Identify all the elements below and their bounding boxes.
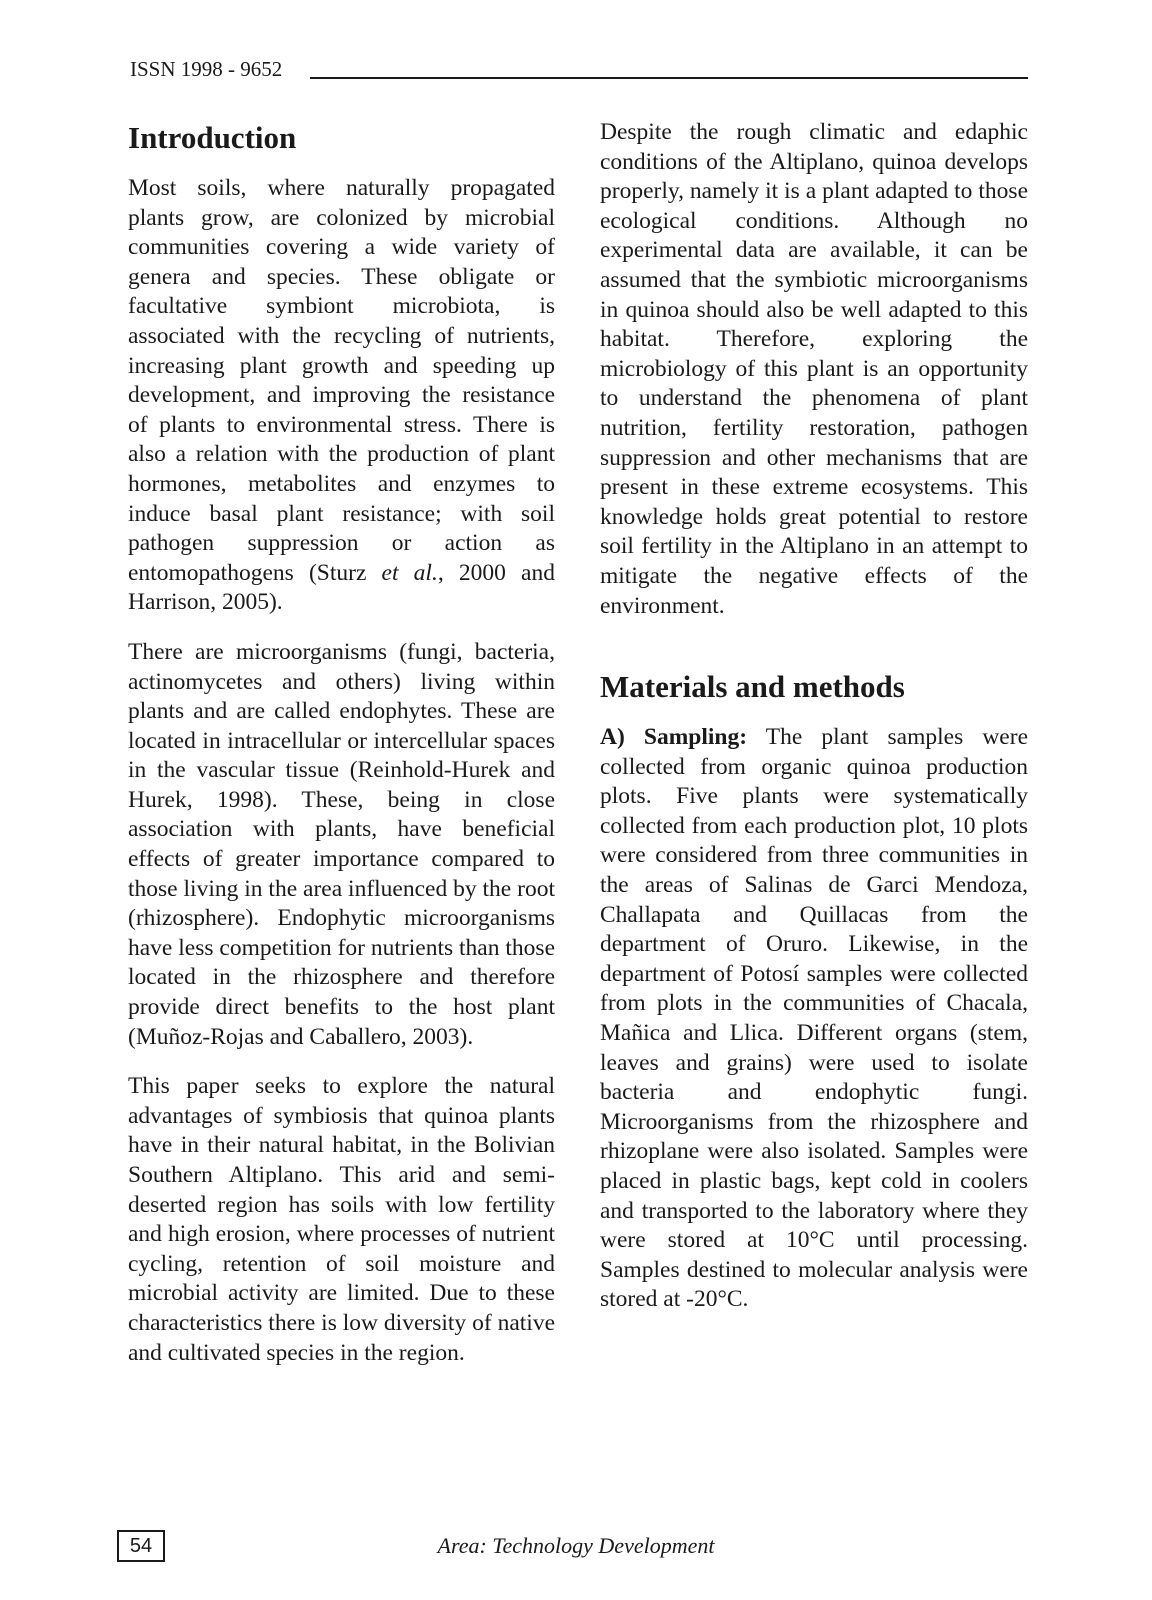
intro-p1-text: Most soils, where naturally propagated plants grow, are colonized by microbial communities covering a wide variety of genera and species. These obligate or facultative symbiont microbiota, is associated with the recycling of nutrients, increasing plant growth and speeding up development, and improving the resistance of plants to environmental stress. There is also a relation with the production of plant hormones, metabolites and enzymes to induce basal plant resistance; with soil pathogen suppression or action as entomopathogens (Sturz: [128, 175, 555, 586]
issn-label: ISSN 1998 - 9652: [130, 57, 283, 81]
introduction-heading: Introduction: [128, 120, 297, 155]
sampling-label: A) Sampling:: [600, 724, 748, 751]
intro-paragraph-3: This paper seeks to explore the natural advantages of symbiosis that quinoa plants have in their natural habitat, in the Bolivian Southern Altiplano. This arid and semi-deserted region has soils with low fertility and high erosion, where processes of nutrient cycling, retention of soil moisture and microbial activity are limited. Due to these characteristics there is low diversity of native and cultivated species in the region.: [128, 1073, 555, 1366]
right-column: [600, 118, 1028, 1315]
intro-p1-end: , 2000 and Harrison, 2005).: [128, 559, 555, 616]
sampling-paragraph: [600, 723, 1028, 1315]
page-footer: [0, 1530, 1152, 1570]
footer-area-label: Area: Technology Development: [437, 1533, 715, 1558]
page-header: [130, 54, 1028, 84]
left-column: [128, 118, 555, 1368]
intro-paragraph-1: [128, 174, 555, 618]
sampling-text: The plant samples were collected from organic quinoa production plots. Five plants were systematically collected from each production plot, 10 plots were considered from three communities in the areas of Salinas de Garci Mendoza, Challapata and Quillacas from the department of Oruro. Likewise, in the department of Potosí samples were collected from plots in the communities of Chacala, Mañica and Llica. Different organs (stem, leaves and grains) were used to isolate bacteria and endophytic fungi. Microorganisms from the rhizosphere and rhizoplane were also isolated. Samples were placed in plastic bags, kept cold in coolers and transported to the laboratory where they were stored at 10°C until processing. Samples destined to molecular analysis were stored at -20°C.: [600, 724, 1028, 1313]
intro-paragraph-2: There are microorganisms (fungi, bacteria, actinomycetes and others) living within plants and are called endophytes. These are located in intracellular or intercellular spaces in the vascular tissue (Reinhold-Hurek and Hurek, 1998). These, being in close association with plants, have beneficial effects of greater importance compared to those living in the area influenced by the root (rhizosphere). Endophytic microorganisms have less competition for nutrients than those located in the rhizosphere and therefore provide direct benefits to the host plant (Muñoz-Rojas and Caballero, 2003).: [128, 638, 555, 1050]
methods-heading: Materials and methods: [600, 669, 905, 705]
intro-p1-italic: et al.: [381, 559, 438, 586]
header-rule: [310, 77, 1028, 79]
page-number: 54: [117, 1530, 165, 1562]
intro-paragraph-4: Despite the rough climatic and edaphic conditions of the Altiplano, quinoa develops properly, namely it is a plant adapted to those ecological conditions. Although no experimental data are available, it can be assumed that the symbiotic microorganisms in quinoa should also be well adapted to this habitat. Therefore, exploring the microbiology of this plant is an opportunity to understand the phenomena of plant nutrition, fertility restoration, pathogen suppression and other mechanisms that are present in these extreme ecosystems. This knowledge holds great potential to restore soil fertility in the Altiplano in an attempt to mitigate the negative effects of the environment.: [600, 119, 1028, 619]
